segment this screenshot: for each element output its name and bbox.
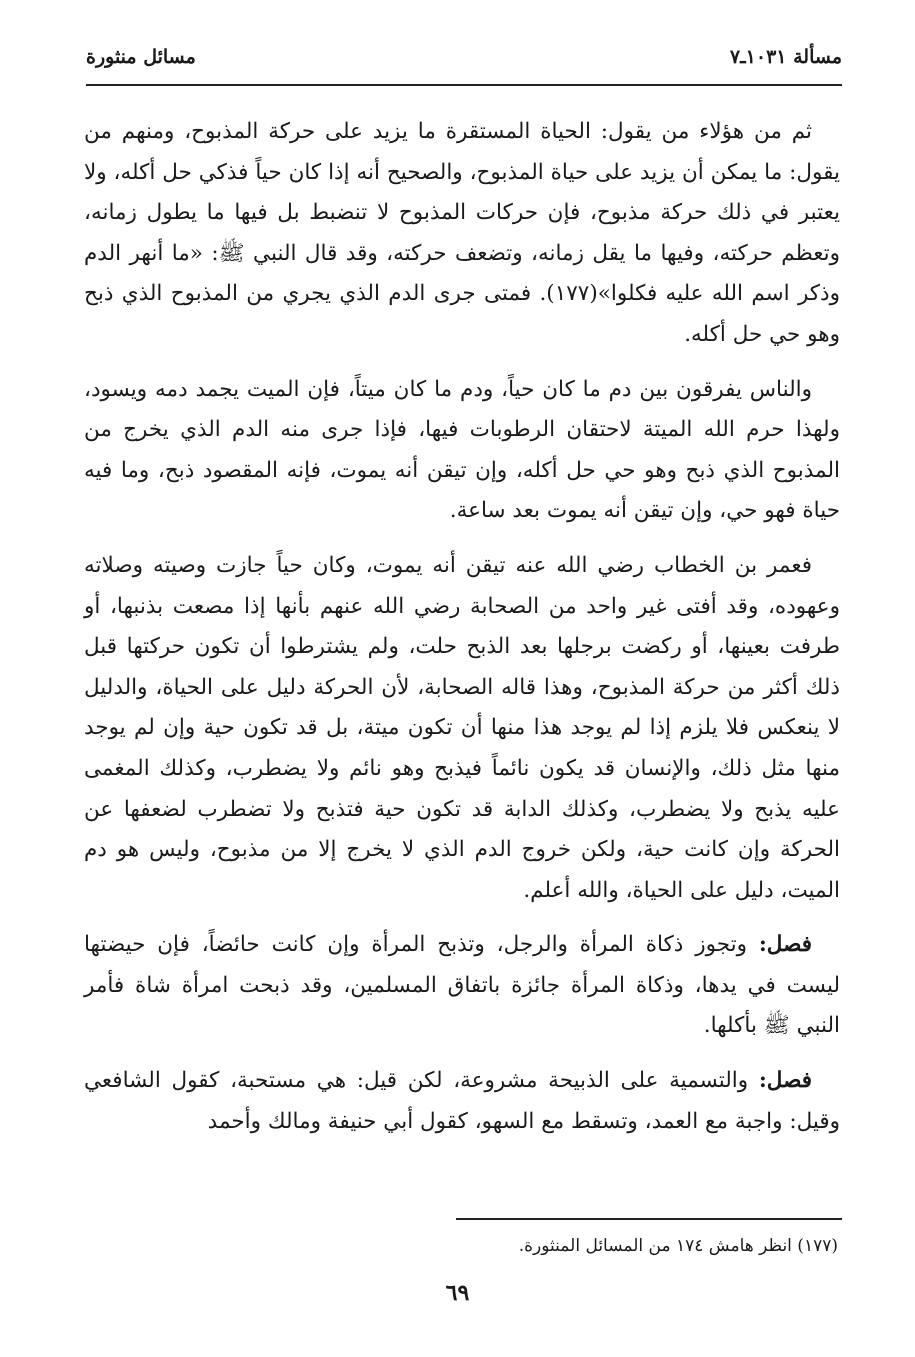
body-text [84,112,840,1156]
section-number: مسألة ١٠٣١ـ٧ [729,46,842,68]
header-rule [86,84,842,86]
paragraph-5 [84,1061,840,1142]
paragraph-text: ثم من هؤلاء من يقول: الحياة المستقرة ما يزيد على حركة المذبوح، ومنهم من يقول: ما يمكن أن يزيد على حياة المذبوح، والصحيح أنه إذا كان حياً فذكي حل أكله، ولا يعتبر في ذلك حركة مذبوح، فإن حركات المذبوح لا تنضبط بل فيها ما يطول زمانه، وتعظم حركته، وفيها ما يقل زمانه، وتضعف حركته، وقد قال النبي ﷺ: «ما أنهر الدم وذكر اسم الله عليه فكلوا»(١٧٧). فمتى جرى الدم الذي يجري من المذبوح الذي ذبح وهو حي حل أكله. [84,119,840,347]
footnote-rule [456,1218,842,1220]
footnote: (١٧٧) انظر هامش ١٧٤ من المسائل المنثورة. [518,1236,838,1256]
page-number: ٦٩ [445,1280,470,1306]
section-lead: فصل: [758,932,812,958]
paragraph-2 [84,370,840,532]
section-lead: فصل: [758,1068,812,1094]
paragraph-4 [84,925,840,1047]
paragraph-text: فعمر بن الخطاب رضي الله عنه تيقن أنه يموت، وكان حياً جازت وصيته وصلاته وعهوده، وقد أفتى غير واحد من الصحابة رضي الله عنهم بأنها إذا مصعت بذنبها، أو طرفت بعينها، أو ركضت برجلها بعد الذبح حلت، ولم يشترطوا أن تكون حركتها قبل ذلك أكثر من حركة المذبوح، وهذا قاله الصحابة، لأن الحركة دليل على الحياة، والدليل لا ينعكس فلا يلزم إذا لم يوجد هذا منها أن تكون ميتة، بل قد تكون حية وإن لم يوجد منها مثل ذلك، والإنسان قد يكون نائماً فيذبح وهو نائم ولا يضطرب، وكذلك المغمى عليه يذبح ولا يضطرب، وكذلك الدابة قد تكون حية فتذبح ولا تضطرب لضعفها عن الحركة وإن كانت حية، ولكن خروج الدم الذي لا يخرج إلا من مذبوح، وليس هو دم الميت، دليل على الحياة، والله أعلم. [84,552,840,903]
paragraph-3 [84,546,840,911]
paragraph-text: والناس يفرقون بين دم ما كان حياً، ودم ما كان ميتاً، فإن الميت يجمد دمه ويسود، ولهذا حرم الله الميتة لاحتقان الرطوبات فيها، فإذا جرى منه الدم الذي يخرج من المذبوح الذي ذبح وهو حي حل أكله، وإن تيقن أنه يموت، فإنه المقصود ذبح، وما فيه حياة فهو حي، وإن تيقن أنه يموت بعد ساعة. [84,376,840,524]
paragraph-1 [84,112,840,356]
running-header [86,46,842,80]
paragraph-text: وتجوز ذكاة المرأة والرجل، وتذبح المرأة وإن كانت حائضاً، فإن حيضتها ليست في يدها، وذكاة المرأة جائزة باتفاق المسلمين، وقد ذبحت امرأة شاة فأمر النبي ﷺ بأكلها. [84,932,840,1039]
paragraph-text: والتسمية على الذبيحة مشروعة، لكن قيل: هي مستحبة، كقول الشافعي وقيل: واجبة مع العمد، وتسقط مع السهو، كقول أبي حنيفة ومالك وأحمد [84,1068,840,1134]
book-title: مسائل منثورة [86,46,196,68]
